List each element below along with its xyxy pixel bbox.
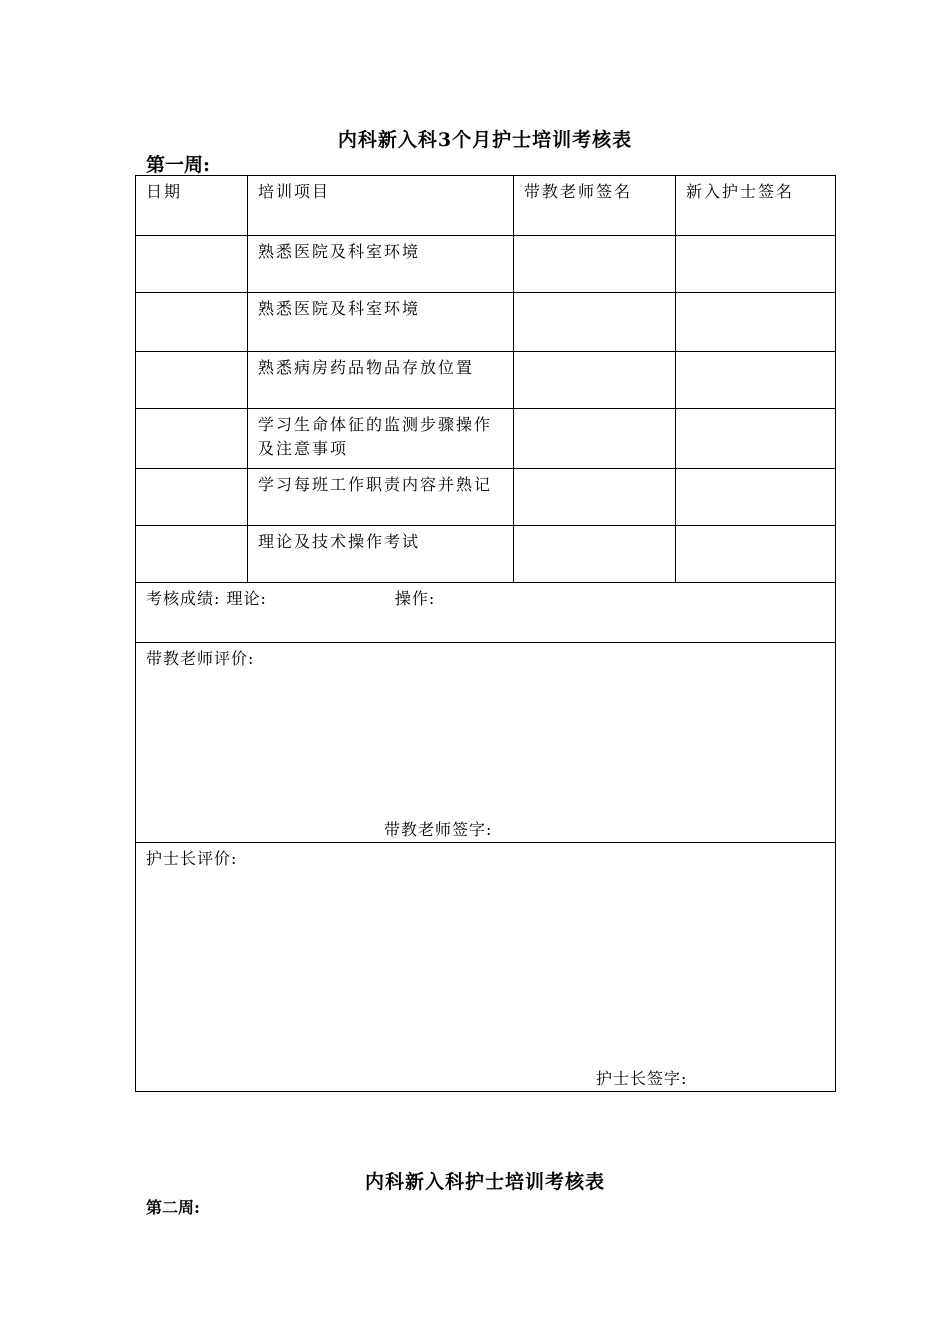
teacher-evaluation-cell[interactable] bbox=[136, 643, 836, 843]
date-cell[interactable] bbox=[136, 236, 248, 293]
operation-label: 操作: bbox=[394, 589, 436, 608]
table-row bbox=[136, 293, 836, 352]
form-title-week2: 内科新入科护士培训考核表 bbox=[364, 1171, 605, 1193]
teacher-signature-cell[interactable] bbox=[514, 526, 676, 583]
teacher-signature-cell[interactable] bbox=[514, 236, 676, 293]
date-cell[interactable] bbox=[136, 293, 248, 352]
head-nurse-signature-label: 护士长签字: bbox=[596, 1069, 688, 1088]
header-teacher-signature: 带教老师签名 bbox=[514, 176, 676, 236]
teacher-signature-cell[interactable] bbox=[514, 293, 676, 352]
table-row bbox=[136, 236, 836, 293]
form-title-week1: 内科新入科3个月护士培训考核表 bbox=[337, 129, 633, 151]
training-item-cell: 熟悉医院及科室环境 bbox=[248, 236, 514, 293]
head-nurse-evaluation-row bbox=[136, 843, 836, 1092]
nurse-signature-cell[interactable] bbox=[676, 409, 836, 469]
table-row bbox=[136, 526, 836, 583]
training-assessment-table bbox=[135, 175, 836, 1092]
table-row bbox=[136, 352, 836, 409]
date-cell[interactable] bbox=[136, 469, 248, 526]
teacher-evaluation-label: 带教老师评价: bbox=[146, 649, 255, 668]
training-item-cell: 熟悉病房药品物品存放位置 bbox=[248, 352, 514, 409]
head-nurse-evaluation-cell[interactable] bbox=[136, 843, 836, 1092]
nurse-signature-cell[interactable] bbox=[676, 293, 836, 352]
score-label: 考核成绩: bbox=[146, 589, 221, 608]
training-item-cell: 学习每班工作职责内容并熟记 bbox=[248, 469, 514, 526]
week1-label: 第一周: bbox=[146, 154, 211, 176]
theory-label: 理论: bbox=[226, 589, 267, 608]
score-cell[interactable] bbox=[136, 583, 836, 643]
date-cell[interactable] bbox=[136, 409, 248, 469]
score-row bbox=[136, 583, 836, 643]
header-nurse-signature: 新入护士签名 bbox=[676, 176, 836, 236]
nurse-signature-cell[interactable] bbox=[676, 526, 836, 583]
teacher-signature-cell[interactable] bbox=[514, 409, 676, 469]
teacher-signature-label: 带教老师签字: bbox=[384, 820, 493, 839]
teacher-evaluation-row bbox=[136, 643, 836, 843]
week2-label: 第二周: bbox=[146, 1198, 200, 1217]
date-cell[interactable] bbox=[136, 352, 248, 409]
teacher-signature-cell[interactable] bbox=[514, 469, 676, 526]
training-item-cell: 熟悉医院及科室环境 bbox=[248, 293, 514, 352]
head-nurse-evaluation-label: 护士长评价: bbox=[146, 849, 238, 868]
table-header-row bbox=[136, 176, 836, 236]
table-row bbox=[136, 469, 836, 526]
nurse-signature-cell[interactable] bbox=[676, 352, 836, 409]
nurse-signature-cell[interactable] bbox=[676, 236, 836, 293]
nurse-signature-cell[interactable] bbox=[676, 469, 836, 526]
teacher-signature-cell[interactable] bbox=[514, 352, 676, 409]
date-cell[interactable] bbox=[136, 526, 248, 583]
table-row bbox=[136, 409, 836, 469]
header-date: 日期 bbox=[136, 176, 248, 236]
training-item-cell: 学习生命体征的监测步骤操作及注意事项 bbox=[248, 409, 514, 469]
header-training-item: 培训项目 bbox=[248, 176, 514, 236]
training-item-cell: 理论及技术操作考试 bbox=[248, 526, 514, 583]
